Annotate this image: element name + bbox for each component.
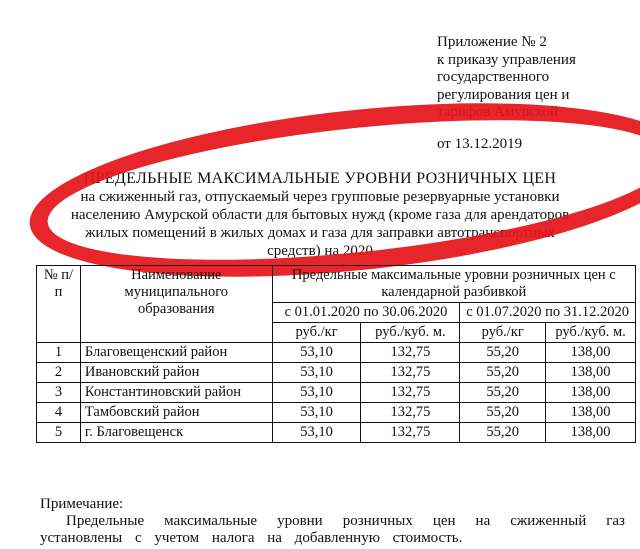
appendix-line: к приказу управления xyxy=(437,51,576,68)
row-price: 138,00 xyxy=(546,383,636,403)
appendix-line: тарифов Амурской xyxy=(437,104,559,120)
table-row xyxy=(37,423,636,443)
header-num: № п/п xyxy=(37,266,81,343)
row-price: 53,10 xyxy=(272,383,361,403)
note-label: Примечание: xyxy=(40,496,124,512)
header-period-1: с 01.01.2020 по 30.06.2020 xyxy=(272,303,460,323)
row-price: 132,75 xyxy=(361,423,460,443)
row-price: 55,20 xyxy=(460,423,546,443)
row-price: 53,10 xyxy=(272,343,361,363)
appendix-date: от 13.12.2019 xyxy=(437,135,523,152)
row-price: 53,10 xyxy=(272,403,361,423)
row-price: 132,75 xyxy=(361,383,460,403)
row-number: 5 xyxy=(37,423,81,443)
row-price: 138,00 xyxy=(546,363,636,383)
header-prices: Предельные максимальные уровни розничных цен с календарной разбивкой xyxy=(272,266,635,303)
row-price: 132,75 xyxy=(361,343,460,363)
heading-line: населению Амурской области для бытовых нужд (кроме газа для арендаторов xyxy=(70,207,570,223)
row-name: Ивановский район xyxy=(80,363,272,383)
header-period-2: с 01.07.2020 по 31.12.2020 xyxy=(460,303,636,323)
row-number: 3 xyxy=(37,383,81,403)
row-price: 53,10 xyxy=(272,363,361,383)
appendix-line: регулирования цен и xyxy=(437,86,570,103)
row-price: 132,75 xyxy=(361,403,460,423)
row-number: 1 xyxy=(37,343,81,363)
note-block xyxy=(40,496,625,547)
row-price: 138,00 xyxy=(546,343,636,363)
table-row xyxy=(37,343,636,363)
row-price: 55,20 xyxy=(460,403,546,423)
document-heading xyxy=(0,170,640,260)
header-name: Наименование муниципального образования xyxy=(80,266,272,343)
row-price: 138,00 xyxy=(546,403,636,423)
header-unit-m3: руб./куб. м. xyxy=(546,323,636,343)
row-price: 138,00 xyxy=(546,423,636,443)
row-price: 55,20 xyxy=(460,343,546,363)
row-name: Благовещенский район xyxy=(80,343,272,363)
header-unit-kg: руб./кг xyxy=(460,323,546,343)
row-price: 53,10 xyxy=(272,423,361,443)
heading-line: жилых помещений в жилых домах и газа для заправки автотранспортных xyxy=(85,225,555,241)
appendix-line: государственного xyxy=(437,69,550,85)
row-name: Тамбовский район xyxy=(80,403,272,423)
table-row xyxy=(37,363,636,383)
heading-line: на сжиженный газ, отпускаемый через групповые резервуарные установки xyxy=(80,189,560,205)
header-unit-m3: руб./куб. м. xyxy=(361,323,460,343)
note-text: Предельные максимальные уровни розничных цен на сжиженный газ установлены с учетом налога на добавленную стоимость. xyxy=(40,513,625,546)
appendix-line: Приложение № 2 xyxy=(437,34,547,50)
price-table xyxy=(36,265,636,443)
row-name: г. Благовещенск xyxy=(80,423,272,443)
row-number: 2 xyxy=(37,363,81,383)
table-row xyxy=(37,383,636,403)
row-price: 55,20 xyxy=(460,363,546,383)
table-header-row xyxy=(37,266,636,303)
appendix-block xyxy=(437,34,637,153)
header-unit-kg: руб./кг xyxy=(272,323,361,343)
row-name: Константиновский район xyxy=(80,383,272,403)
heading-title: ПРЕДЕЛЬНЫЕ МАКСИМАЛЬНЫЕ УРОВНИ РОЗНИЧНЫХ ЦЕН xyxy=(83,170,557,187)
row-number: 4 xyxy=(37,403,81,423)
row-price: 132,75 xyxy=(361,363,460,383)
heading-line: средств) на 2020 xyxy=(267,243,373,259)
table-row xyxy=(37,403,636,423)
row-price: 55,20 xyxy=(460,383,546,403)
